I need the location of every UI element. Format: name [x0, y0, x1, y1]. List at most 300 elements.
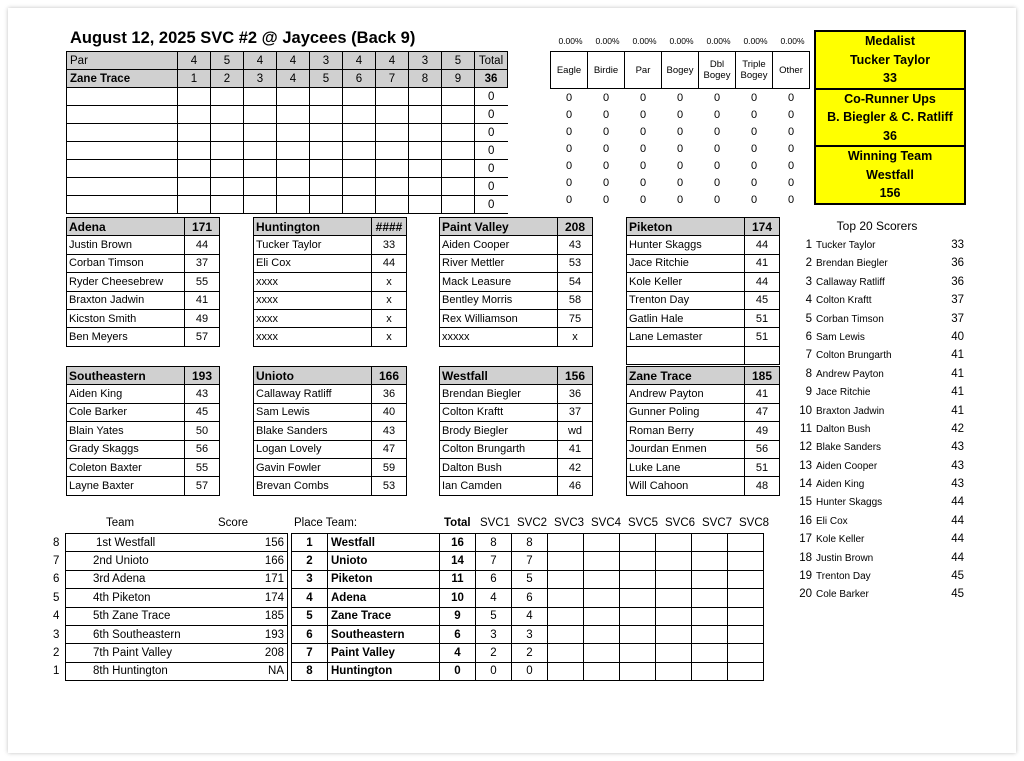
top20-rank: 18 [799, 551, 812, 564]
standings-team-header: Team [106, 517, 135, 529]
hole-score-cell [409, 88, 442, 106]
svc-empty [620, 534, 656, 552]
top20-score: 37 [951, 312, 964, 325]
top20-name: Andrew Payton [816, 368, 884, 380]
top20-score: 44 [951, 533, 964, 546]
top20-row [798, 347, 964, 365]
player-score: 42 [558, 458, 593, 476]
player-score: 44 [745, 236, 780, 254]
team-total: 208 [558, 218, 593, 236]
place-total: 0 [440, 662, 476, 680]
stats-row [551, 174, 810, 191]
hole-cell: 1 [178, 70, 211, 88]
hole-score-cell [376, 124, 409, 142]
birdie-header: Birdie [588, 52, 625, 89]
top20-score: 44 [951, 551, 964, 564]
place-row [292, 625, 764, 643]
player-row [440, 477, 593, 495]
hole-score-cell [310, 196, 343, 214]
stat-cell: 0 [639, 125, 647, 138]
other-percent: 0.00% [780, 36, 805, 46]
player-name: Luke Lane [627, 458, 745, 476]
player-score: 45 [745, 291, 780, 309]
player-name: Ryder Cheesebrew [67, 273, 185, 291]
hole-score-cell [376, 106, 409, 124]
player-name: Colton Kraftt [440, 403, 558, 421]
top20-rank: 2 [805, 257, 812, 270]
place-team: Southeastern [328, 625, 440, 643]
hole-score-cell [178, 142, 211, 160]
player-name: Callaway Ratliff [254, 385, 372, 403]
team-box [439, 217, 593, 347]
stats-row [551, 89, 810, 107]
top20-score: 33 [951, 239, 964, 251]
player-row [627, 273, 780, 291]
player-name-cell [67, 178, 178, 196]
stat-cell: 0 [565, 91, 573, 104]
player-row [440, 273, 593, 291]
team-header-row [254, 218, 407, 236]
team-header-row [67, 218, 220, 236]
place-number: 7 [292, 644, 328, 662]
team-box [253, 366, 407, 496]
eagle-header: Eagle [551, 52, 588, 89]
player-total-cell: 0 [475, 88, 508, 106]
stat-cell: 0 [787, 159, 795, 172]
place-number: 6 [292, 625, 328, 643]
winning-team-label: Winning Team [816, 145, 964, 166]
player-score: 50 [185, 422, 220, 440]
top20-name: Brendan Biegler [816, 258, 888, 270]
hole-score-cell [244, 124, 277, 142]
stat-cell: 0 [676, 125, 684, 138]
top20-row [798, 513, 964, 531]
team-total: #### [372, 218, 407, 236]
svc-empty [656, 644, 692, 662]
top20-rank: 9 [805, 386, 812, 399]
place-total: 11 [440, 570, 476, 588]
top20-score: 41 [951, 349, 964, 362]
player-score: 47 [745, 403, 780, 421]
hole-score-cell [442, 124, 475, 142]
stat-cell: 0 [750, 176, 758, 189]
top20-name: Sam Lewis [816, 331, 865, 343]
place-row [292, 552, 764, 570]
hole-score-cell [409, 178, 442, 196]
place-team: Zane Trace [328, 607, 440, 625]
hole-score-cell [376, 88, 409, 106]
standings-score: 208 [248, 644, 288, 662]
top20-name: Hunter Skaggs [816, 497, 883, 509]
player-score: 40 [372, 403, 407, 421]
hole-score-cell [277, 160, 310, 178]
standings-points: 2 [53, 647, 60, 660]
player-score: 59 [372, 458, 407, 476]
player-name: Ben Meyers [67, 328, 185, 346]
blank-row [627, 346, 780, 364]
par-cell: 4 [178, 52, 211, 70]
svc2-points: 7 [512, 552, 548, 570]
player-name: Hunter Skaggs [627, 236, 745, 254]
svc-empty [620, 644, 656, 662]
svc-empty [692, 570, 728, 588]
standings-points: 3 [53, 628, 60, 641]
stats-header-row [551, 52, 810, 89]
standings-team: 6th Southeastern [66, 625, 249, 643]
hole-score-cell [442, 106, 475, 124]
place-total-header: Total [444, 517, 471, 529]
stat-cell: 0 [639, 91, 647, 104]
player-row [440, 440, 593, 458]
player-row [254, 273, 407, 291]
player-name: Corban Timson [67, 254, 185, 272]
standings-team: 8th Huntington [66, 662, 249, 680]
stat-cell: 0 [602, 176, 610, 189]
svc1-points: 4 [476, 589, 512, 607]
svc2-points: 8 [512, 534, 548, 552]
player-score: x [372, 273, 407, 291]
stats-row [551, 157, 810, 174]
player-row [627, 309, 780, 327]
stat-cell: 0 [602, 125, 610, 138]
standings-points: 4 [53, 610, 60, 623]
bogey-percent: 0.00% [669, 36, 694, 46]
player-name: xxxxx [440, 328, 558, 346]
player-name: Gunner Poling [627, 403, 745, 421]
svc1-points: 8 [476, 534, 512, 552]
player-score: 57 [185, 328, 220, 346]
svc-empty [548, 625, 584, 643]
standings-row [53, 625, 288, 643]
player-name-cell [67, 124, 178, 142]
hole-score-cell [310, 142, 343, 160]
player-name: Gatlin Hale [627, 309, 745, 327]
svc-empty [584, 662, 620, 680]
top20-score: 41 [951, 404, 964, 417]
player-score: 36 [372, 385, 407, 403]
hole-score-cell [376, 178, 409, 196]
stat-cell: 0 [750, 125, 758, 138]
player-total-cell: 0 [475, 196, 508, 214]
player-row [67, 328, 220, 346]
top20-rank: 19 [799, 570, 812, 583]
place-row [292, 534, 764, 552]
svc-empty [584, 607, 620, 625]
stat-cell: 0 [713, 91, 721, 104]
top20-rank: 13 [799, 459, 812, 472]
place-total: 10 [440, 589, 476, 607]
top20-rank: 8 [805, 367, 812, 380]
eagle-percent: 0.00% [558, 36, 583, 46]
team-total: 174 [745, 218, 780, 236]
hole-score-cell [244, 160, 277, 178]
hole-score-cell [178, 124, 211, 142]
hole-score-cell [343, 160, 376, 178]
stat-cell: 0 [602, 91, 610, 104]
player-score: 47 [372, 440, 407, 458]
svc-empty [728, 570, 764, 588]
svc-empty [728, 607, 764, 625]
standings-score: 156 [248, 534, 288, 552]
standings-points: 8 [53, 536, 60, 549]
player-score: 44 [745, 273, 780, 291]
svc-empty [656, 625, 692, 643]
standings-row [53, 589, 288, 607]
player-row [67, 254, 220, 272]
team-header-row [67, 367, 220, 385]
standings-score: NA [248, 662, 288, 680]
hole-score-cell [343, 142, 376, 160]
standings-score: 193 [248, 625, 288, 643]
svc2-points: 5 [512, 570, 548, 588]
stat-cell: 0 [676, 159, 684, 172]
team-header-row [627, 218, 780, 236]
hole-score-cell [343, 196, 376, 214]
hole-score-cell [310, 178, 343, 196]
player-name: Logan Lovely [254, 440, 372, 458]
par-row [67, 52, 508, 70]
player-score: 37 [558, 403, 593, 421]
place-total: 16 [440, 534, 476, 552]
standings-row [53, 607, 288, 625]
top20-row [798, 329, 964, 347]
top20-score: 44 [951, 514, 964, 527]
player-row [627, 440, 780, 458]
svc-empty [656, 570, 692, 588]
stat-cell: 0 [787, 176, 795, 189]
svc-header: SVC2 [517, 517, 548, 529]
stat-cell: 0 [750, 142, 758, 155]
top20-score: 41 [951, 367, 964, 380]
player-name: Coleton Baxter [67, 458, 185, 476]
top20-name: Eli Cox [816, 515, 848, 527]
svc2-points: 3 [512, 625, 548, 643]
svc-empty [656, 589, 692, 607]
team-total: 166 [372, 367, 407, 385]
hole-score-cell [409, 124, 442, 142]
scorecard-table [66, 51, 508, 214]
place-row [292, 589, 764, 607]
hole-score-cell [277, 196, 310, 214]
player-name: xxxx [254, 309, 372, 327]
top20-rank: 20 [799, 588, 812, 601]
stat-cell: 0 [787, 193, 795, 206]
dbl-bogey-header: Dbl Bogey [699, 52, 736, 89]
standings-score: 171 [248, 570, 288, 588]
stat-cell: 0 [565, 125, 573, 138]
hole-score-cell [277, 178, 310, 196]
top20-list [798, 219, 964, 605]
top20-row [798, 311, 964, 329]
place-team: Paint Valley [328, 644, 440, 662]
player-row [67, 422, 220, 440]
player-score-row [67, 142, 508, 160]
top20-row [798, 255, 964, 273]
svc2-points: 2 [512, 644, 548, 662]
player-row [254, 385, 407, 403]
player-name: Cole Barker [67, 403, 185, 421]
player-row [254, 291, 407, 309]
svc1-points: 5 [476, 607, 512, 625]
hole-score-cell [343, 178, 376, 196]
svc-header: SVC7 [702, 517, 733, 529]
player-score: 51 [745, 328, 780, 346]
top20-rank: 5 [805, 312, 812, 325]
svc2-points: 4 [512, 607, 548, 625]
top20-row [798, 550, 964, 568]
standings-row [53, 552, 288, 570]
stat-cell: 0 [639, 159, 647, 172]
player-name: Trenton Day [627, 291, 745, 309]
hole-score-cell [310, 106, 343, 124]
top20-row [798, 384, 964, 402]
standings-team: 4th Piketon [66, 589, 249, 607]
team-box [626, 217, 780, 347]
top20-row [798, 421, 964, 439]
top20-row [798, 403, 964, 421]
player-score-row [67, 106, 508, 124]
svc-empty [692, 552, 728, 570]
place-total: 6 [440, 625, 476, 643]
triple-bogey-percent: 0.00% [743, 36, 768, 46]
team-name: Adena [67, 218, 185, 236]
player-name: Andrew Payton [627, 385, 745, 403]
team-total: 171 [185, 218, 220, 236]
svc-empty [656, 607, 692, 625]
player-name: Will Cahoon [627, 477, 745, 495]
hole-score-cell [211, 160, 244, 178]
player-name: Jourdan Enmen [627, 440, 745, 458]
player-name: xxxx [254, 328, 372, 346]
winning-team-score: 156 [879, 186, 901, 200]
top20-row [798, 439, 964, 457]
runnerup-names: B. Biegler & C. Ratliff [827, 110, 953, 124]
svc-empty [584, 625, 620, 643]
player-name: Mack Leasure [440, 273, 558, 291]
top20-score: 36 [951, 275, 964, 288]
par-label: Par [67, 52, 178, 70]
place-number: 3 [292, 570, 328, 588]
top20-rank: 15 [799, 496, 812, 509]
svc-empty [728, 644, 764, 662]
hole-score-cell [343, 106, 376, 124]
par-cell: 3 [310, 52, 343, 70]
player-name: Bentley Morris [440, 291, 558, 309]
hole-cell: 2 [211, 70, 244, 88]
svc-empty [620, 607, 656, 625]
player-name: Aiden King [67, 385, 185, 403]
svc-header: SVC1 [480, 517, 511, 529]
stat-cell: 0 [676, 193, 684, 206]
hole-score-cell [310, 124, 343, 142]
page-title: August 12, 2025 SVC #2 @ Jaycees (Back 9) [70, 29, 416, 47]
standings-score-header: Score [218, 517, 249, 529]
player-row [627, 254, 780, 272]
birdie-percent: 0.00% [595, 36, 620, 46]
standings-team: 5th Zane Trace [66, 607, 249, 625]
team-total: 185 [745, 367, 780, 385]
svc-empty [548, 589, 584, 607]
svc-empty [692, 534, 728, 552]
top20-score: 41 [951, 386, 964, 399]
top20-rank: 16 [799, 514, 812, 527]
stat-cell: 0 [602, 159, 610, 172]
player-row [627, 458, 780, 476]
svc-empty [620, 662, 656, 680]
player-score-row [67, 160, 508, 178]
team-box [626, 366, 780, 496]
par-cell: 4 [244, 52, 277, 70]
top20-name: Kole Keller [816, 534, 865, 546]
team-name: Unioto [254, 367, 372, 385]
player-name: Ian Camden [440, 477, 558, 495]
hole-cell: 6 [343, 70, 376, 88]
hole-score-cell [277, 124, 310, 142]
svc1-points: 0 [476, 662, 512, 680]
hole-score-cell [442, 88, 475, 106]
player-score: x [372, 309, 407, 327]
player-score: 43 [558, 236, 593, 254]
standings-points: 6 [53, 573, 60, 586]
player-name: River Mettler [440, 254, 558, 272]
player-row [254, 477, 407, 495]
svc-header: SVC3 [554, 517, 585, 529]
stat-cell: 0 [639, 142, 647, 155]
hole-score-cell [310, 88, 343, 106]
top20-name: Callaway Ratliff [816, 276, 885, 288]
hole-score-cell [343, 88, 376, 106]
stat-cell: 0 [676, 91, 684, 104]
top20-rank: 6 [805, 330, 812, 343]
svc-empty [728, 552, 764, 570]
player-name: Colton Brungarth [440, 440, 558, 458]
top20-row [798, 458, 964, 476]
svc-empty [620, 589, 656, 607]
svc-empty [728, 589, 764, 607]
svc-empty [728, 625, 764, 643]
standings-row [53, 662, 288, 680]
standings-team: 7th Paint Valley [66, 644, 249, 662]
par-total: 36 [475, 70, 508, 88]
player-score: 54 [558, 273, 593, 291]
stats-row [551, 191, 810, 208]
svc-empty [584, 589, 620, 607]
player-score-row [67, 178, 508, 196]
player-name: Grady Skaggs [67, 440, 185, 458]
hole-score-cell [211, 88, 244, 106]
svc2-points: 6 [512, 589, 548, 607]
player-row [440, 309, 593, 327]
standings-row [53, 570, 288, 588]
player-row [254, 440, 407, 458]
player-score: 36 [558, 385, 593, 403]
player-name: Braxton Jadwin [67, 291, 185, 309]
top20-row [798, 274, 964, 292]
top20-rank: 4 [805, 294, 812, 307]
stat-cell: 0 [565, 159, 573, 172]
svc1-points: 6 [476, 570, 512, 588]
player-name: Brevan Combs [254, 477, 372, 495]
stat-cell: 0 [676, 142, 684, 155]
svc-empty [728, 662, 764, 680]
player-name: Kicston Smith [67, 309, 185, 327]
standings-team: 3rd Adena [66, 570, 249, 588]
svc1-points: 3 [476, 625, 512, 643]
top20-rank: 7 [805, 349, 812, 362]
top20-name: Cole Barker [816, 589, 869, 601]
player-score: 56 [185, 440, 220, 458]
team-box [253, 217, 407, 347]
